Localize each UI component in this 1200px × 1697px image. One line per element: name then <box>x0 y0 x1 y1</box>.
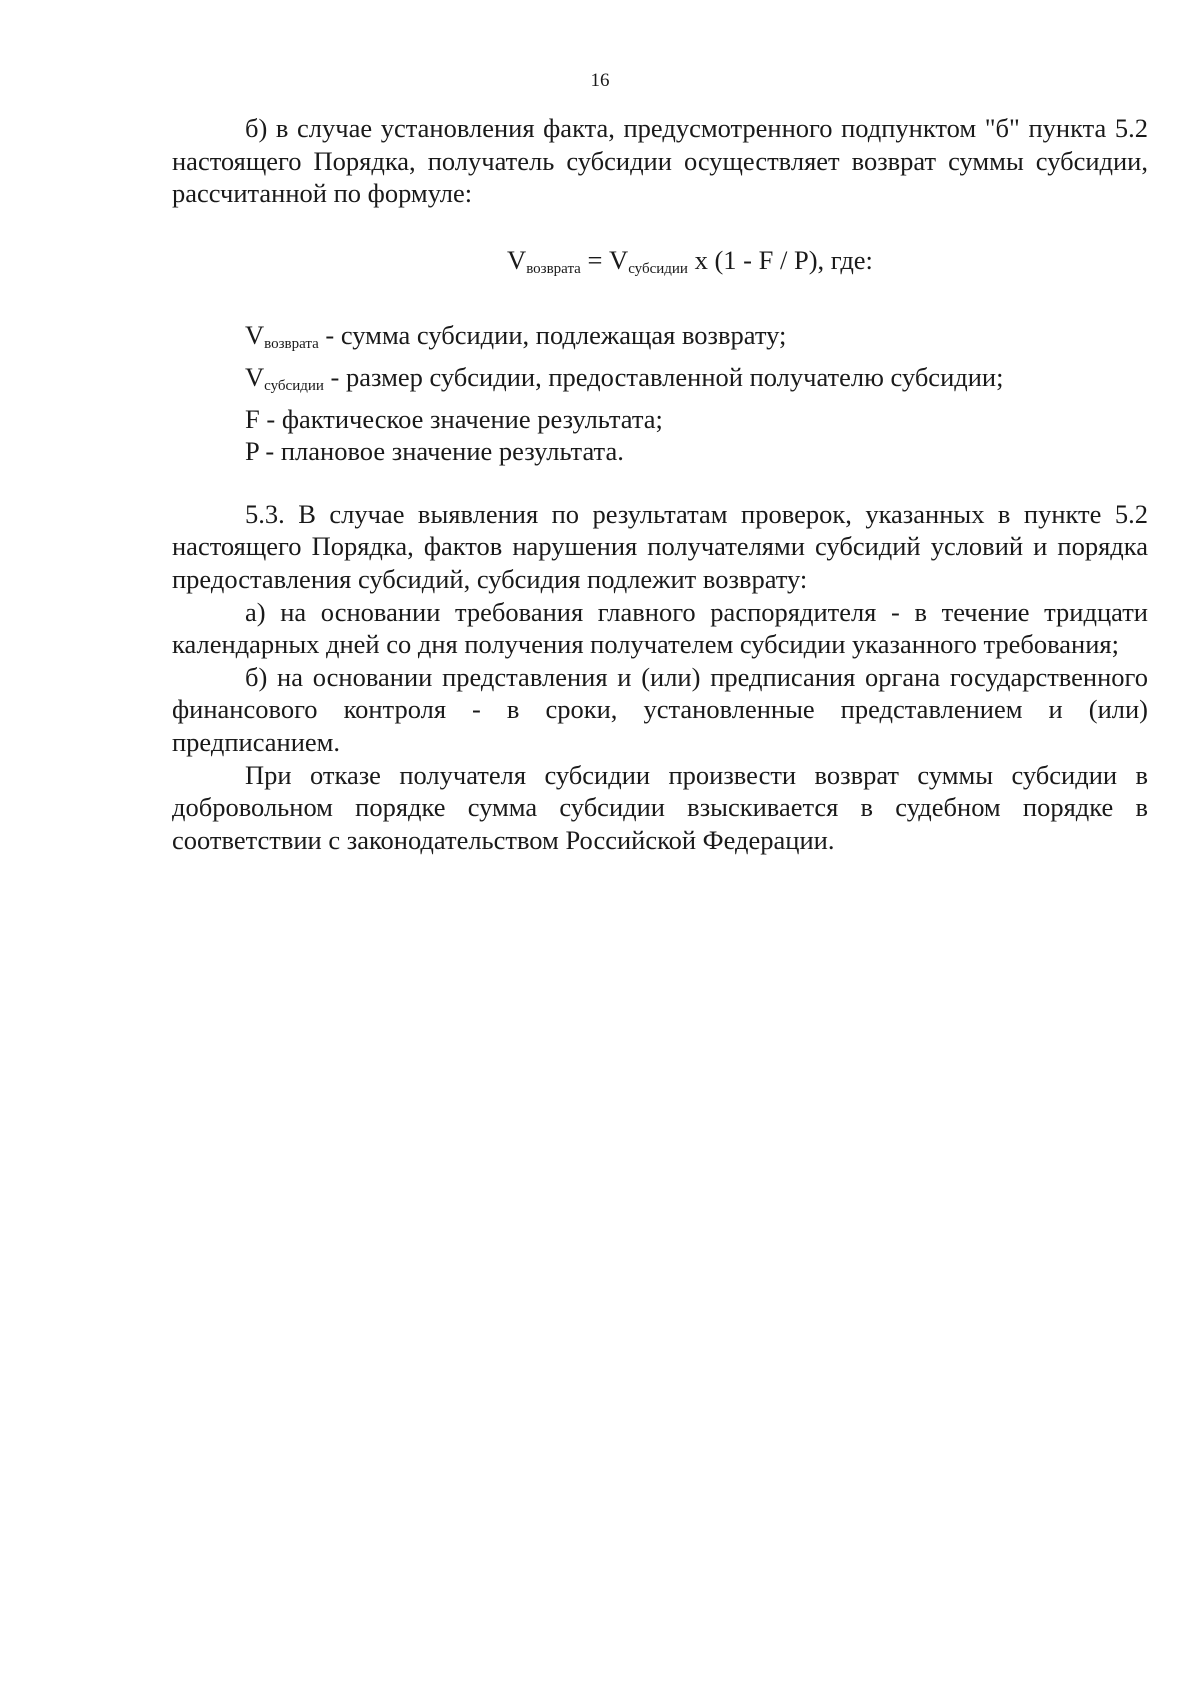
formula-equals: = <box>580 244 610 275</box>
formula <box>172 244 1148 286</box>
definition-f: F - фактическое значение результата; <box>245 403 663 434</box>
definition-p: P - плановое значение результата. <box>245 436 624 467</box>
formula-symbol-v2: V <box>609 244 629 275</box>
paragraph-b-control: б) на основании представления и (или) предписания органа государственного финансового контроля - в сроки, установленные представлением и (или) предписанием. <box>172 661 1148 757</box>
paragraph-b-intro: б) в случае установления факта, предусмотренного подпунктом "б" пункта 5.2 настоящего Порядка, получатель субсидии осуществляет возврат суммы субсидии, рассчитанной по формуле: <box>172 113 1148 209</box>
definition-v-subsidy: $V_{субсидии}$ - размер субсидии, предоставленной получателю субсидии; <box>245 361 1004 394</box>
page-number: 16 <box>590 70 610 91</box>
formula-symbol-v: V <box>507 244 527 275</box>
definition-v-return: $V_{возврата}$ - сумма субсидии, подлежащая возврату; <box>245 320 787 353</box>
paragraph-a: а) на основании требования главного распорядителя - в течение тридцати календарных дней со дня получения получателем субсидии указанного требования; <box>172 596 1148 660</box>
formula-rest: x (1 - F / P), где: <box>687 244 873 275</box>
paragraph-refusal: При отказе получателя субсидии произвести возврат суммы субсидии в добровольном порядке сумма субсидии взыскивается в судебном порядке в соответствии с законодательством Российской Федерации. <box>172 759 1148 855</box>
formula-sub-subsidy: субсидии <box>628 260 688 277</box>
paragraph-5-3: 5.3. В случае выявления по результатам проверок, указанных в пункте 5.2 настоящего Порядка, фактов нарушения получателями субсидий условий и порядка предоставления субсидий, субсидия подлежит возврату: <box>172 498 1148 594</box>
formula-sub-return: возврата <box>526 260 581 277</box>
document-body <box>172 112 1148 856</box>
